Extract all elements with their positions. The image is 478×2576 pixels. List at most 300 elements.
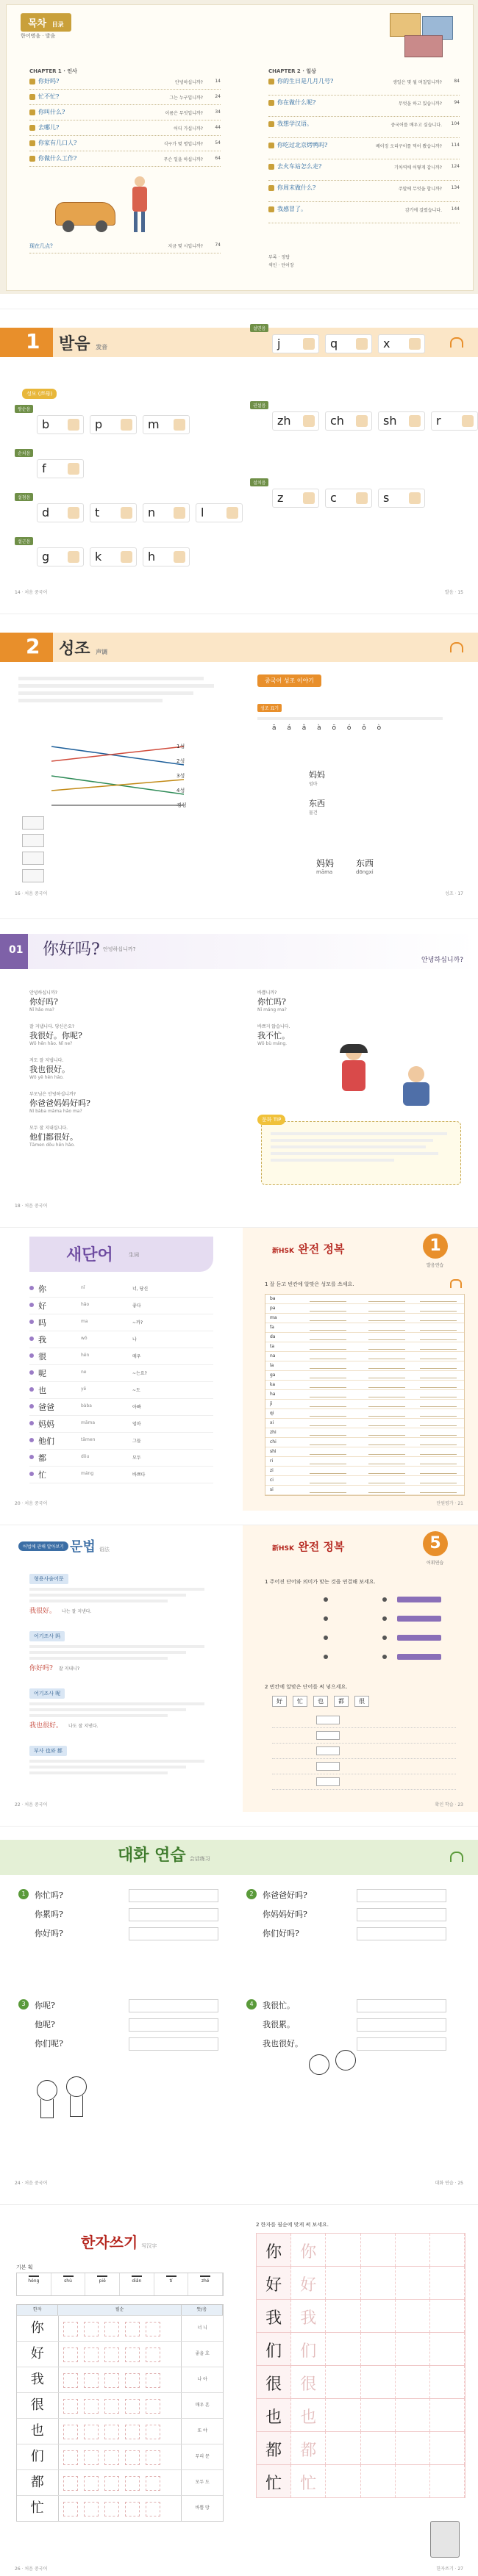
toc-item-icon [268, 143, 274, 148]
hsk1-syllable: ka [270, 1382, 276, 1387]
grammar-point-body [29, 1760, 213, 1774]
hsk1-title: 완전 정복 [298, 1242, 345, 1256]
toc-item[interactable] [268, 184, 460, 202]
hsk1-answer-blank[interactable] [368, 1330, 405, 1331]
writing-model-cell [257, 2234, 291, 2266]
hsk1-row [265, 1428, 464, 1438]
practice-answer-box[interactable] [129, 1927, 218, 1940]
toc-item-kr: 기차역에 어떻게 갑니까? [394, 165, 442, 170]
initial-card[interactable] [196, 503, 243, 522]
hsk5-match-bar [397, 1635, 441, 1641]
hsk1-answer-blank[interactable] [310, 1387, 346, 1388]
stroke-name: shù [64, 2278, 72, 2284]
writing-practice-cell[interactable] [396, 2432, 430, 2464]
writing-practice-cell[interactable] [396, 2267, 430, 2299]
hsk5-match-dot-right[interactable] [382, 1597, 387, 1602]
initials-row [15, 493, 228, 537]
practice-answer-box[interactable] [357, 2037, 446, 2051]
stroke-mark [63, 2275, 74, 2277]
writing-practice-cell[interactable] [396, 2366, 430, 2398]
writing-practice-cell[interactable] [326, 2333, 360, 2365]
practice-answer-box[interactable] [357, 1999, 446, 2012]
headphone-icon[interactable] [450, 642, 463, 652]
dialogue-line [257, 989, 463, 1012]
hsk1-syllable: ma [270, 1315, 277, 1320]
writing-practice-cell[interactable] [430, 2366, 465, 2398]
writing-practice-cell[interactable] [430, 2432, 465, 2464]
initial-picture [174, 419, 185, 431]
hsk1-syllable: zhi [270, 1430, 277, 1435]
vocab-bullet [29, 1472, 34, 1476]
hsk5-choices [272, 1696, 369, 1707]
writing-practice-cell[interactable] [430, 2399, 465, 2431]
toc-intro: 한어병음 · 발음 [21, 33, 56, 39]
hsk1-answer-blank[interactable] [310, 1330, 346, 1331]
writing-char: 很 [30, 2397, 44, 2413]
writing-char: 我 [30, 2372, 44, 2387]
toc-right-list [268, 77, 460, 226]
stroke-order-step [104, 2450, 119, 2465]
vocab-kr: 좋다 [132, 1303, 141, 1309]
hsk1-answer-blank[interactable] [368, 1425, 405, 1426]
hsk5-match-dot-left[interactable] [324, 1616, 328, 1621]
hsk1-answer-blank[interactable] [310, 1435, 346, 1436]
practice-footer-right: 대화 연습 · 25 [435, 2181, 463, 2186]
practice-line-cn: 你累吗? [35, 1910, 63, 1919]
grammar-example [29, 1605, 213, 1615]
writing-practice-cell[interactable] [361, 2432, 396, 2464]
initials-row-tag: 쌍순음 [15, 405, 33, 413]
practice-answer-box[interactable] [357, 1927, 446, 1940]
vocab-cn: 爸爸 [38, 1403, 54, 1412]
vocab-kr: 엄마 [132, 1422, 141, 1427]
hsk1-answer-blank[interactable] [420, 1492, 457, 1493]
practice-answer-box[interactable] [357, 1889, 446, 1902]
hsk1-syllable: pa [270, 1306, 276, 1311]
hsk5-match-dot-left[interactable] [324, 1597, 328, 1602]
initial-card[interactable] [90, 503, 137, 522]
hsk1-title-block [272, 1241, 344, 1256]
toc-item[interactable] [268, 205, 460, 223]
hsk5-fill-blank[interactable] [316, 1716, 340, 1724]
writing-meaning-cell: 나 아 [197, 2377, 207, 2382]
practice-answer-box[interactable] [129, 1908, 218, 1921]
dialogue-py: Wǒ yě hěn hǎo. [29, 1075, 64, 1080]
writing-practice-cell[interactable] [396, 2333, 430, 2365]
hsk1-answer-blank[interactable] [310, 1454, 346, 1455]
writing-practice-cell[interactable] [326, 2432, 360, 2464]
initial-picture [68, 463, 79, 475]
toc-item-icon [268, 100, 274, 106]
stroke-order-step [63, 2450, 78, 2465]
hsk1-answer-blank[interactable] [420, 1311, 457, 1312]
writing-stroke-order-cell [59, 2419, 182, 2444]
practice-section [0, 1826, 478, 2190]
toc-item[interactable] [29, 93, 221, 105]
hsk1-answer-blank[interactable] [420, 1339, 457, 1340]
writing-practice-cell[interactable] [430, 2465, 465, 2497]
vocab-cn: 你 [38, 1284, 46, 1294]
hsk1-answer-blank[interactable] [420, 1406, 457, 1407]
writing-practice-label: 2 한자를 필순에 맞게 써 보세요. [256, 2222, 329, 2228]
hsk1-answer-blank[interactable] [310, 1368, 346, 1369]
hsk1-answer-blank[interactable] [420, 1349, 457, 1350]
writing-stroke-order-cell [59, 2496, 182, 2521]
vocab-cn: 很 [38, 1352, 46, 1361]
lesson1-right-column [250, 324, 463, 555]
hsk1-answer-blank[interactable] [420, 1387, 457, 1388]
writing-practice-cell[interactable] [396, 2234, 430, 2266]
initial-card[interactable] [325, 411, 372, 431]
writing-practice-cell[interactable] [326, 2366, 360, 2398]
hsk1-answer-blank[interactable] [420, 1368, 457, 1369]
grammar-point-body [29, 1588, 213, 1602]
grammar-text-line [29, 1714, 168, 1717]
initial-card[interactable] [431, 411, 478, 431]
writing-page-right [243, 2205, 478, 2576]
writing-practice-cell[interactable] [291, 2465, 326, 2497]
tone-tag-row: 성조 표기 [257, 699, 463, 720]
hsk1-answer-blank[interactable] [310, 1444, 346, 1445]
dialogue-line [29, 1090, 235, 1114]
hsk1-answer-blank[interactable] [420, 1330, 457, 1331]
hsk1-answer-blank[interactable] [368, 1311, 405, 1312]
vocab-cn: 也 [38, 1386, 46, 1395]
vocab-page [0, 1228, 235, 1511]
hsk1-row [265, 1314, 464, 1323]
hsk1-question: 1 잘 듣고 빈칸에 알맞은 성모를 쓰세요. [265, 1281, 354, 1287]
hsk1-row [265, 1295, 464, 1304]
vocab-py: máng [81, 1471, 94, 1476]
hsk5-match-dot-right[interactable] [382, 1616, 387, 1621]
toc-item-kr: 이름은 무엇입니까? [165, 111, 203, 116]
writing-model-char: 忙 [300, 2475, 317, 2493]
writing-practice-cell[interactable] [291, 2432, 326, 2464]
hsk1-answer-blank[interactable] [368, 1349, 405, 1350]
initial-card[interactable] [272, 411, 319, 431]
tone-bottom-examples [316, 857, 374, 875]
initial-picture [121, 551, 132, 563]
writing-practice-cell[interactable] [291, 2234, 326, 2266]
initial-card[interactable] [325, 489, 372, 508]
writing-practice-cell[interactable] [326, 2267, 360, 2299]
writing-table-row [17, 2495, 223, 2521]
hsk1-answer-blank[interactable] [368, 1473, 405, 1474]
dialogue-cn: 你爸爸妈妈好吗? [29, 1098, 90, 1108]
initial-picture [174, 551, 185, 563]
vocab-kr: 매우 [132, 1354, 141, 1359]
lesson3-dialogue [29, 989, 235, 1158]
stroke-cell [51, 2273, 86, 2295]
hsk1-answer-blank[interactable] [420, 1454, 457, 1455]
practice-answer-box[interactable] [129, 2037, 218, 2051]
hsk5-fill-blank[interactable] [316, 1731, 340, 1740]
lesson3-footer-left: 18 · 처음 중국어 [15, 1204, 48, 1209]
dialogue-line [257, 1023, 463, 1046]
toc-item[interactable] [29, 139, 221, 151]
writing-model-char: 很 [300, 2375, 317, 2394]
initial-card[interactable] [272, 334, 319, 353]
hsk1-row [265, 1323, 464, 1333]
initial-card[interactable] [378, 411, 425, 431]
initial-card[interactable] [37, 503, 84, 522]
toc-item[interactable] [29, 154, 221, 167]
writing-practice-cell[interactable] [430, 2300, 465, 2332]
hsk1-answer-blank[interactable] [368, 1339, 405, 1340]
hsk1-answer-blank[interactable] [310, 1425, 346, 1426]
toc-item-icon [29, 140, 35, 146]
vocab-cn: 妈妈 [38, 1420, 54, 1429]
initials-row-tag: 권설음 [250, 401, 268, 409]
hsk1-answer-blank[interactable] [368, 1320, 405, 1321]
writing-model-cell [257, 2333, 291, 2365]
initial-card[interactable] [272, 489, 319, 508]
hsk1-answer-blank[interactable] [420, 1320, 457, 1321]
writing-char: 好 [30, 2346, 44, 2361]
stroke-cell [188, 2273, 223, 2295]
initial-card[interactable] [143, 547, 190, 566]
hsk1-answer-blank[interactable] [310, 1406, 346, 1407]
tone-example-kr: 엄마 [309, 782, 318, 787]
writing-stroke-order-cell [59, 2342, 182, 2367]
writing-practice-cell[interactable] [326, 2399, 360, 2431]
toc-item[interactable] [29, 108, 221, 120]
lesson2-title [59, 636, 107, 659]
hsk1-answer-blank[interactable] [368, 1454, 405, 1455]
writing-practice-cell[interactable] [430, 2267, 465, 2299]
initial-letter: c [330, 491, 337, 505]
vocab-kr: ~는요? [132, 1371, 147, 1376]
writing-footer-left: 26 · 처음 중국어 [15, 2566, 48, 2572]
initials-row [15, 537, 228, 581]
writing-practice-cell[interactable] [361, 2234, 396, 2266]
grammar-point-title: 부사 也와 都 [29, 1746, 67, 1756]
stroke-name: zhé [201, 2278, 210, 2284]
practice-answer-box[interactable] [129, 2018, 218, 2032]
lesson1-section [0, 309, 478, 600]
writing-model-cell [257, 2399, 291, 2431]
initial-picture [121, 507, 132, 519]
hsk5-fill-row [272, 1713, 456, 1728]
hsk1-answer-blank[interactable] [420, 1425, 457, 1426]
hsk1-answer-blank[interactable] [368, 1416, 405, 1417]
writing-practice-cell[interactable] [291, 2399, 326, 2431]
hsk1-answer-blank[interactable] [368, 1435, 405, 1436]
toc-bottom-item[interactable] [29, 242, 221, 253]
hsk1-answer-blank[interactable] [310, 1416, 346, 1417]
writing-meaning-cell: 좋을 호 [195, 2351, 210, 2356]
vocab-kr: 바쁘다 [132, 1472, 146, 1478]
hsk1-answer-blank[interactable] [310, 1339, 346, 1340]
writing-grid-row [256, 2267, 465, 2300]
toc-item[interactable] [268, 98, 460, 117]
grammar-point-body [29, 1645, 213, 1660]
writing-grid-row [256, 2399, 465, 2432]
initial-picture [226, 507, 238, 519]
initial-card[interactable] [143, 503, 190, 522]
hsk1-answer-blank[interactable] [310, 1473, 346, 1474]
writing-char: 也 [30, 2423, 44, 2439]
toc-item[interactable] [268, 77, 460, 96]
hsk5-match-dot-left[interactable] [324, 1655, 328, 1659]
grammar-point [29, 1684, 213, 1730]
tone-example-kr: 물건 [309, 810, 318, 816]
writing-table-header-cell: 한자 [17, 2305, 58, 2315]
hsk5-fill-blank[interactable] [316, 1762, 340, 1771]
hsk1-row [265, 1390, 464, 1400]
hsk1-answer-blank[interactable] [310, 1320, 346, 1321]
toc-item[interactable] [268, 141, 460, 159]
tone-example [309, 769, 325, 787]
initial-card[interactable] [37, 547, 84, 566]
writing-practice-cell[interactable] [361, 2366, 396, 2398]
hsk1-answer-blank[interactable] [420, 1444, 457, 1445]
hsk1-syllable: na [270, 1353, 276, 1359]
toc-item-icon [268, 79, 274, 84]
initial-card[interactable] [37, 415, 84, 434]
hsk1-answer-blank[interactable] [310, 1349, 346, 1350]
toc-item-page: 34 [215, 109, 221, 115]
toc-item-kr: 식구가 몇 명입니까? [163, 142, 203, 147]
hsk1-answer-blank[interactable] [420, 1473, 457, 1474]
stroke-order-step [84, 2502, 99, 2516]
toc-item[interactable] [268, 120, 460, 138]
grammar-text-line [29, 1771, 168, 1774]
initial-card[interactable] [143, 415, 190, 434]
writing-practice-cell[interactable] [291, 2267, 326, 2299]
hsk5-number: 5 [429, 1534, 441, 1553]
grammar-example-kr: 잘 지내니? [58, 1666, 80, 1672]
practice-answer-box[interactable] [129, 1889, 218, 1902]
writing-practice-cell[interactable] [361, 2267, 396, 2299]
writing-practice-cell[interactable] [396, 2399, 430, 2431]
stroke-order-step [104, 2322, 119, 2336]
writing-practice-cell[interactable] [291, 2300, 326, 2332]
hsk1-subtitle: 발음연습 [427, 1263, 444, 1268]
writing-practice-cell[interactable] [326, 2234, 360, 2266]
hsk5-match-dot-right[interactable] [382, 1636, 387, 1640]
toc-item-cn: 你吃过北京烤鸭吗? [277, 142, 328, 148]
hsk1-answer-blank[interactable] [368, 1492, 405, 1493]
headphone-icon[interactable] [450, 1279, 462, 1288]
toc-item[interactable] [29, 77, 221, 90]
writing-practice-cell[interactable] [361, 2333, 396, 2365]
toc-item-cn: 忙不忙? [38, 93, 60, 100]
writing-model-char: 好 [265, 2276, 282, 2295]
writing-model-char: 也 [300, 2408, 317, 2427]
dialogue-kr: 바쁘지 않습니다. [257, 1024, 290, 1029]
grammar-example-cn: 我也很好。 [29, 1722, 63, 1730]
hsk1-syllable: si [270, 1487, 274, 1492]
hsk1-row [265, 1438, 464, 1447]
hsk1-answer-blank[interactable] [420, 1301, 457, 1302]
initial-card[interactable] [325, 334, 372, 353]
writing-practice-cell[interactable] [361, 2465, 396, 2497]
hsk5-match-dot-right[interactable] [382, 1655, 387, 1659]
vocab-kr: 모두 [132, 1456, 141, 1461]
dialogue-py: Wǒ bù máng. [257, 1041, 288, 1046]
initial-card[interactable] [90, 415, 137, 434]
initial-card[interactable] [378, 334, 425, 353]
dialogue-cn: 你忙吗? [257, 997, 286, 1007]
initial-letter: b [42, 417, 50, 431]
vocab-bullet [29, 1353, 34, 1358]
practice-answer-box[interactable] [129, 1999, 218, 2012]
toc-item-kr: 그는 누구입니까? [169, 96, 203, 101]
stroke-order-step [84, 2322, 99, 2336]
writing-practice-cell[interactable] [291, 2366, 326, 2398]
writing-practice-cell[interactable] [361, 2399, 396, 2431]
hsk5-match-dot-left[interactable] [324, 1636, 328, 1640]
toc-illustration-top [390, 13, 456, 57]
writing-practice-cell[interactable] [396, 2465, 430, 2497]
writing-practice-cell[interactable] [430, 2234, 465, 2266]
lesson2-section [0, 614, 478, 901]
headphone-icon[interactable] [450, 1852, 463, 1862]
lesson1-number: 1 [26, 329, 40, 353]
hsk1-answer-blank[interactable] [368, 1406, 405, 1407]
hsk1-answer-blank[interactable] [420, 1435, 457, 1436]
hsk1-answer-blank[interactable] [310, 1301, 346, 1302]
stroke-order-step [125, 2399, 140, 2414]
practice-answer-box[interactable] [357, 2018, 446, 2032]
toc-item-icon [29, 94, 35, 100]
writing-practice-cell[interactable] [326, 2300, 360, 2332]
lesson1-left-column [15, 405, 228, 581]
writing-model-char: 忙 [265, 2475, 282, 2493]
hsk1-answer-blank[interactable] [368, 1444, 405, 1445]
initial-picture [409, 338, 421, 350]
vocab-py: māma [81, 1420, 96, 1425]
writing-practice-cell[interactable] [430, 2333, 465, 2365]
toc-item[interactable] [268, 162, 460, 181]
writing-title-text: 한자쓰기 [81, 2234, 138, 2251]
writing-stroke-order-cell [59, 2444, 182, 2469]
writing-grid-row [256, 2300, 465, 2333]
hsk1-answer-blank[interactable] [368, 1301, 405, 1302]
initial-card[interactable] [90, 547, 137, 566]
grammar-text-line [29, 1766, 186, 1769]
lesson1-subtitle: 发音 [96, 344, 108, 350]
lesson2-side-title: 중국어 성조 이야기 [257, 674, 321, 687]
hsk5-fill-blank[interactable] [316, 1777, 340, 1786]
lesson1-initials-tag: 성모 (声母) [22, 389, 57, 399]
writing-section [0, 2204, 478, 2576]
writing-practice-cell[interactable] [326, 2465, 360, 2497]
hsk1-answer-blank[interactable] [368, 1387, 405, 1388]
initial-card[interactable] [37, 459, 84, 478]
hsk1-answer-blank[interactable] [310, 1492, 346, 1493]
writing-practice-cell[interactable] [361, 2300, 396, 2332]
stroke-order-step [104, 2476, 119, 2491]
initial-card[interactable] [378, 489, 425, 508]
hsk1-answer-blank[interactable] [368, 1368, 405, 1369]
practice-answer-box[interactable] [357, 1908, 446, 1921]
writing-practice-cell[interactable] [291, 2333, 326, 2365]
hsk1-syllable: ga [270, 1372, 276, 1378]
hsk1-answer-blank[interactable] [310, 1311, 346, 1312]
practice-item-number: 3 [18, 1999, 29, 2010]
vocab-item [29, 1314, 213, 1331]
hsk1-answer-blank[interactable] [420, 1416, 457, 1417]
writing-table-row [17, 2392, 223, 2418]
writing-practice-cell[interactable] [396, 2300, 430, 2332]
tone-examples [309, 769, 325, 826]
hsk5-fill-blank[interactable] [316, 1746, 340, 1755]
practice-footer-left: 24 · 처음 중국어 [15, 2181, 48, 2186]
toc-item[interactable] [29, 123, 221, 136]
calculator-illustration [430, 2521, 460, 2558]
